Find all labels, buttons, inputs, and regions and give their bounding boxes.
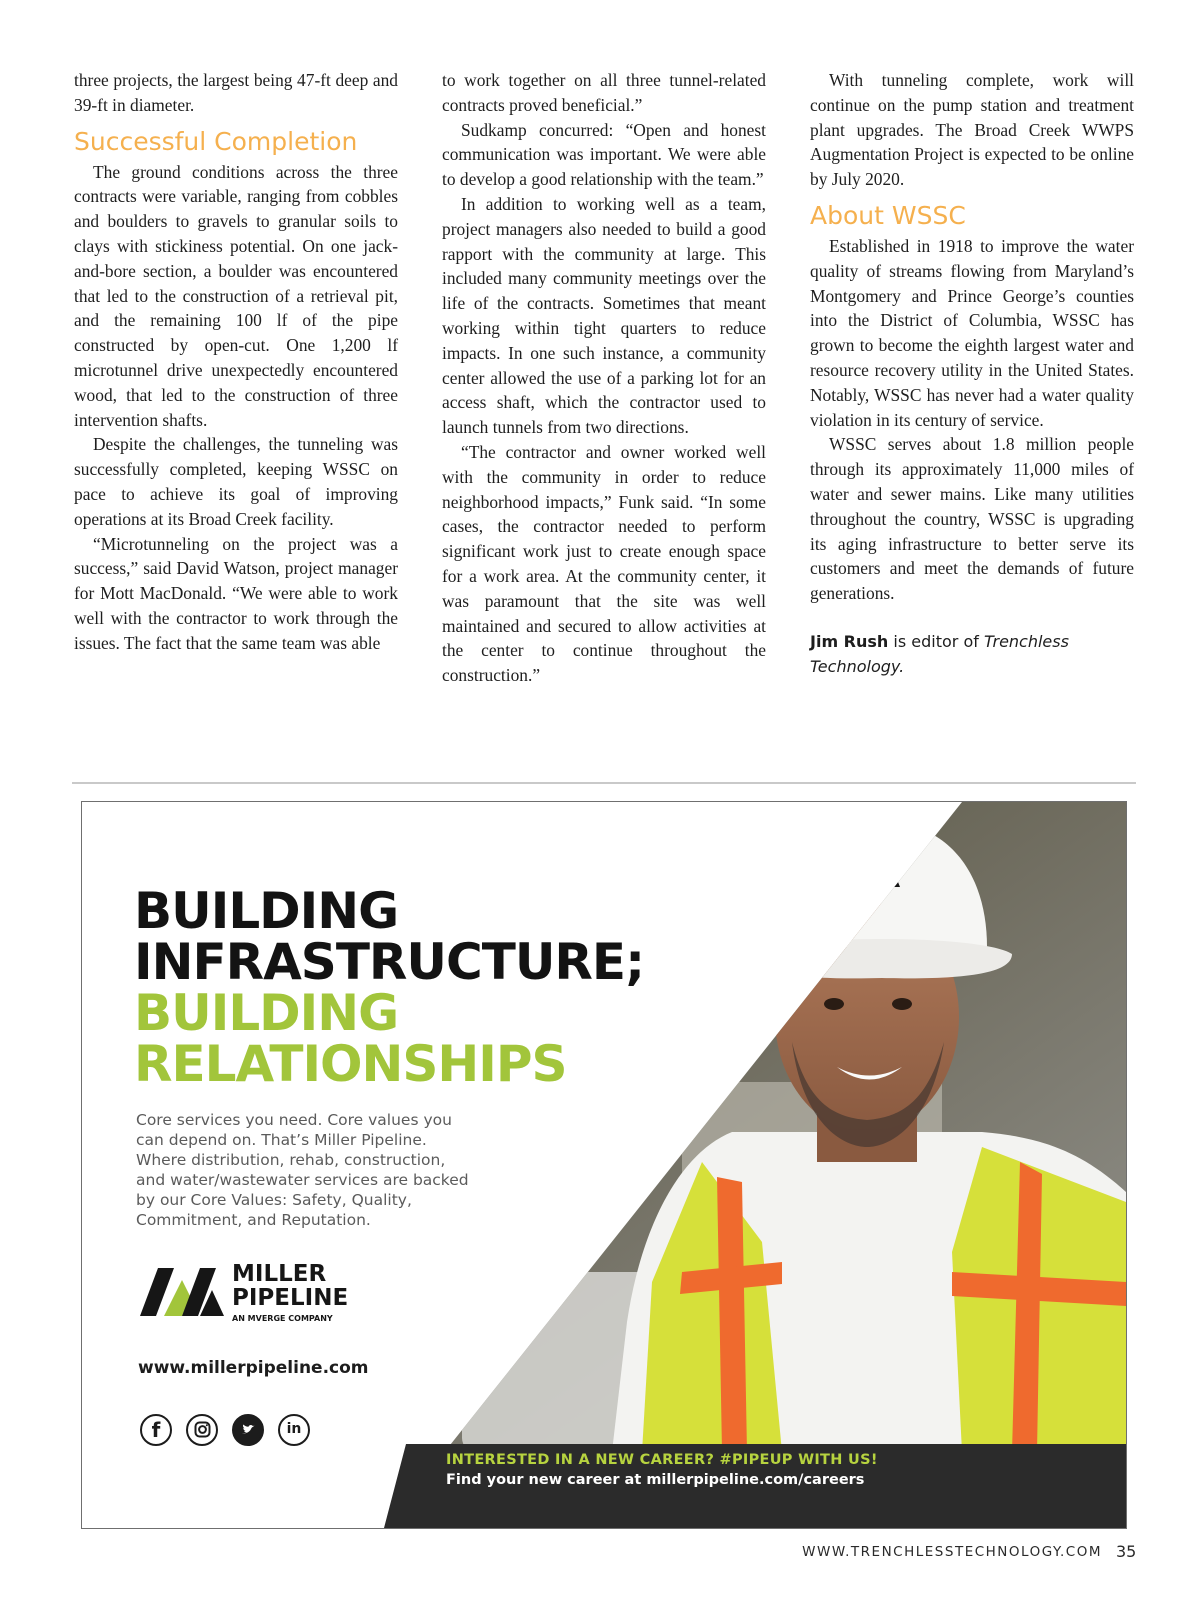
- career-banner-headline: INTERESTED IN A NEW CAREER? #PIPEUP WITH US!: [446, 1452, 878, 1468]
- instagram-glyph: [189, 1416, 216, 1443]
- logo-wordmark: [232, 1262, 348, 1325]
- twitter-bird-glyph: [235, 1416, 262, 1443]
- miller-pipeline-logo-icon: [140, 1268, 224, 1316]
- publication-name: Trenchless Technology.: [810, 631, 1069, 676]
- eye: [824, 998, 844, 1010]
- paragraph: WSSC serves about 1.8 million people through its approximately 11,000 miles of water and sewer mains. Like many utilities throughout the country, WSSC is upgrading its aging infrastructure to better serve its customers and meet the demands of future generations.: [810, 434, 1134, 604]
- author-name: Jim Rush: [810, 631, 889, 651]
- footer-website: WWW.TRENCHLESSTECHNOLOGY.COM: [802, 1544, 1102, 1560]
- paragraph-continued: three projects, the largest being 47-ft deep and 39-ft in diameter.: [74, 70, 398, 115]
- paragraph: Established in 1918 to improve the water quality of streams flowing from Maryland’s Montgomery and Prince George’s counties into the District of Columbia, WSSC has grown to become the eighth largest water and resource recovery utility in the United States. Notably, WSSC has never had a water quality violation in its century of service.: [810, 235, 1134, 430]
- section-heading-about-wssc: About WSSC: [810, 200, 966, 230]
- linkedin-icon[interactable]: in: [278, 1414, 310, 1446]
- paragraph: “Microtunneling on the project was a success,” said David Watson, project manager for Mott MacDonald. “We were able to work well with the contractor to work through the issues. The fact that the same team was able: [74, 533, 398, 653]
- logo-line-2: PIPELINE: [232, 1285, 349, 1311]
- paragraph: In addition to working well as a team, project managers also needed to build a good rapport with the community at large. This included many community meetings over the life of the contracts. Sometimes that meant working within tight quarters to reduce impacts. In one such instance, a community center allowed the use of a parking lot for an access shaft, which the contractor used to launch tunnels from two directions.: [442, 193, 766, 438]
- headline-line: INFRASTRUCTURE;: [134, 933, 645, 991]
- vest-stripe: [717, 1177, 747, 1452]
- headline-line: BUILDING: [134, 882, 399, 940]
- section-divider: [72, 782, 1136, 784]
- miller-pipeline-advertisement[interactable]: [82, 802, 1126, 1528]
- logo-line-1: MILLER: [232, 1261, 327, 1287]
- instagram-icon[interactable]: [186, 1414, 218, 1446]
- career-banner-link[interactable]: Find your new career at millerpipeline.com/careers: [446, 1472, 865, 1488]
- paragraph: Despite the challenges, the tunneling was successfully completed, keeping WSSC on pace to achieve its goal of improving operations at its Broad Creek facility.: [74, 434, 398, 529]
- ad-website-link[interactable]: www.millerpipeline.com: [138, 1358, 369, 1378]
- miller-pipeline-logo: [140, 1261, 420, 1336]
- paragraph: Sudkamp concurred: “Open and honest communication was important. We were able to develop a good relationship with the team.”: [442, 119, 766, 190]
- headline-line: BUILDING: [134, 984, 399, 1042]
- page-number: 35: [1116, 1542, 1137, 1561]
- headline-line: RELATIONSHIPS: [134, 1035, 567, 1093]
- ad-headline: [134, 882, 645, 1093]
- paragraph-continued: to work together on all three tunnel-related contracts proved beneficial.”: [442, 70, 766, 115]
- paragraph: The ground conditions across the three contracts were variable, ranging from cobbles and boulders to gravels to granular soils to clays with stickiness potential. On one jack-and-bore section, a boulder was encountered that led to the construction of a retrieval pit, and the remaining 100 lf of the pipe constructed by open-cut. One 1,200 lf microtunnel drive unexpectedly encountered wood, that led to the construction of three intervention shafts.: [74, 161, 398, 430]
- hard-hat-brim: [747, 939, 1012, 978]
- article-column-3: [810, 68, 1134, 680]
- logo-tagline: AN MVERGE COMPANY: [232, 1314, 333, 1323]
- eye: [892, 998, 912, 1010]
- author-mid: is editor of: [888, 631, 984, 651]
- article-column-1: [74, 68, 398, 656]
- section-heading-successful-completion: Successful Completion: [74, 126, 358, 156]
- article-column-2: [442, 68, 766, 688]
- paragraph: “The contractor and owner worked well with the community in order to reduce neighborhood impacts,” Funk said. “In some cases, the contractor needed to perform significant work just to create enough space for a work area. At the community center, it was paramount that the site was well maintained and secured to allow activities at the center to continue throughout the construction.”: [442, 441, 766, 686]
- facebook-icon[interactable]: f: [140, 1414, 172, 1446]
- ad-body-copy: Core services you need. Core values you can depend on. That’s Miller Pipeline. Where distribution, rehab, construction, and water/wastewater services are backed by our Core Values: Safety, Quality, Commitment, and Reputation.: [136, 1111, 469, 1229]
- twitter-icon[interactable]: [232, 1414, 264, 1446]
- author-byline: [810, 630, 1134, 680]
- paragraph: With tunneling complete, work will continue on the pump station and treatment plant upgrades. The Broad Creek WWPS Augmentation Project is expected to be online by July 2020.: [810, 70, 1134, 190]
